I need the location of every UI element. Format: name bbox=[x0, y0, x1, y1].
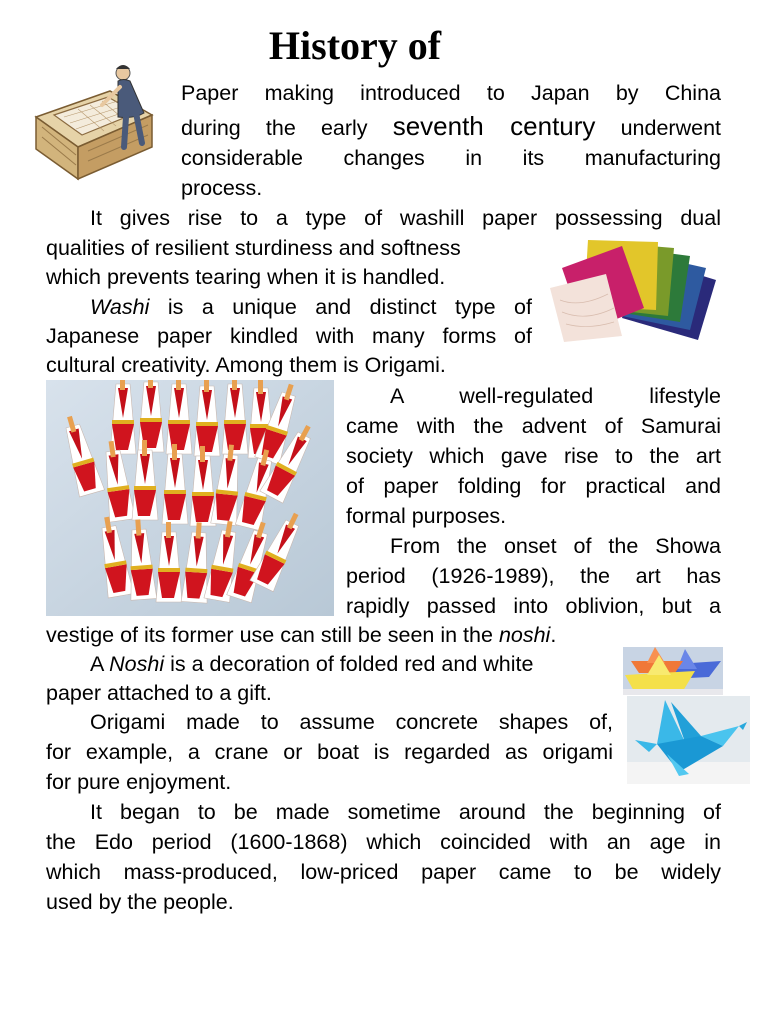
intro-line-2-end: underwent bbox=[620, 116, 721, 140]
noshi-def-text: is a decoration of folded red and white bbox=[170, 652, 534, 676]
colored-washi-sheets-image bbox=[548, 238, 724, 344]
showa-line-1 bbox=[346, 531, 721, 561]
seventh-century-emphasis: seventh century bbox=[392, 111, 596, 141]
crane-line-1 bbox=[46, 707, 613, 737]
paper-crane-image bbox=[627, 696, 750, 784]
showa-line-4-period: . bbox=[550, 623, 557, 647]
showa-line-4 bbox=[46, 620, 726, 650]
noshi-def-article: A bbox=[90, 652, 104, 676]
showa-line-4-text: vestige of its former use can still be seen in the bbox=[46, 623, 493, 647]
washi-line-3: cultural creativity. Among them is Origami. bbox=[46, 353, 446, 377]
washill-line-3: which prevents tearing when it is handled. bbox=[46, 265, 446, 289]
samurai-line-1-text: A well-regulated lifestyle bbox=[390, 384, 721, 408]
washill-line-1-text: It gives rise to a type of washill paper possessing dual bbox=[90, 206, 721, 230]
washi-line-1-text: is a unique and distinct type of bbox=[167, 295, 532, 319]
noshi-ornaments-image bbox=[46, 380, 334, 616]
showa-line-1-text: From the onset of the Showa bbox=[390, 534, 721, 558]
samurai-line-3: society which gave rise to the art bbox=[346, 444, 721, 468]
samurai-line-2: came with the advent of Samurai bbox=[346, 414, 721, 438]
papermaker-illustration bbox=[28, 55, 166, 185]
showa-line-3: rapidly passed into oblivion, but a bbox=[346, 594, 721, 618]
page-title: History of bbox=[268, 23, 442, 68]
noshi-def-term: Noshi bbox=[109, 652, 165, 676]
intro-line-2-start: during the early bbox=[181, 116, 368, 140]
crane-line-3: for pure enjoyment. bbox=[46, 770, 232, 794]
noshi-def-line-1 bbox=[46, 649, 621, 679]
crane-line-1-text: Origami made to assume concrete shapes of, bbox=[90, 710, 613, 734]
intro-line-1: Paper making introduced to Japan by China bbox=[181, 81, 721, 105]
edo-line-1-text: It began to be made sometime around the beginning of bbox=[90, 800, 721, 824]
samurai-line-1 bbox=[346, 381, 721, 411]
paper-boats-image bbox=[623, 647, 723, 695]
noshi-term: noshi bbox=[498, 623, 551, 647]
showa-line-2: period (1926-1989), the art has bbox=[346, 564, 721, 588]
washill-line-1 bbox=[46, 203, 721, 233]
crane-line-2: for example, a crane or boat is regarded as origami bbox=[46, 740, 613, 764]
samurai-line-5: formal purposes. bbox=[346, 504, 507, 528]
washi-line-1 bbox=[46, 292, 532, 322]
washi-term: Washi bbox=[90, 295, 150, 319]
edo-line-3: which mass-produced, low-priced paper came to be widely bbox=[46, 860, 721, 884]
edo-line-2: the Edo period (1600-1868) which coincided with an age in bbox=[46, 830, 721, 854]
edo-line-1 bbox=[46, 797, 721, 827]
intro-line-4: process. bbox=[181, 176, 263, 200]
intro-line-2 bbox=[181, 111, 721, 143]
washill-line-2: qualities of resilient sturdiness and softness bbox=[46, 236, 461, 260]
samurai-line-4: of paper folding for practical and bbox=[346, 474, 721, 498]
intro-line-3: considerable changes in its manufacturing bbox=[181, 146, 721, 170]
washi-line-2: Japanese paper kindled with many forms of bbox=[46, 324, 532, 348]
noshi-def-line-2: paper attached to a gift. bbox=[46, 681, 272, 705]
edo-line-4: used by the people. bbox=[46, 890, 234, 914]
